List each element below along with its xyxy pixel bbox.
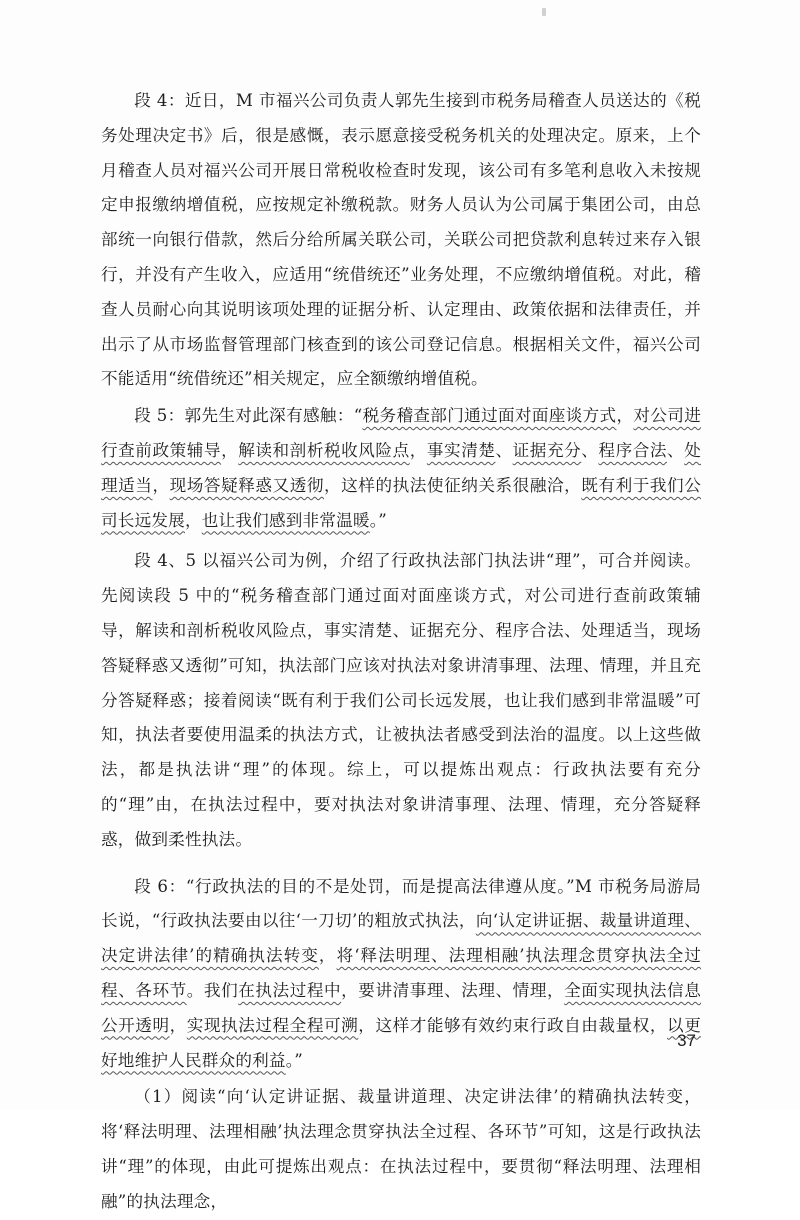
punctuation: ， [409, 440, 427, 460]
paragraph-segment-4: 段 4：近日，M 市福兴公司负责人郭先生接到市税务局稽查人员送达的《税务处理决定书》后，很是感慨，表示愿意接受税务机关的处理决定。原来，上个月稽查人员对福兴公司开展日常税收检查时发现，该公司有多笔利息收入未按规定申报缴纳增值税，应按规定补缴税款。财务人员认为公司属于集团公司，由总部统一向银行借款，然后分给所属关联公司，关联公司把贷款利息转过来存入银行，并没有产生收入，应适用“统借统还”业务处理，不应缴纳增值税。对此，稽查人员耐心向其说明该项处理的证据分析、认定理由、政策依据和法律责任，并出示了从市场监督管理部门核查到的该公司登记信息。根据相关文件，福兴公司不能适用“统借统还”相关规定，应全额缴纳增值税。 [101, 91, 701, 389]
underlined-phrase: 也让我们感到非常温暖 [201, 510, 370, 530]
underlined-phrase: 处理适当 [101, 440, 701, 495]
underlined-phrase: 以更好地维护人民群众的利益 [101, 1015, 701, 1070]
underlined-phrase: 税务稽查部门通过面对面座谈方式 [362, 406, 617, 426]
plain-text: ，这样的执法使征纳关系很融洽， [324, 475, 582, 495]
underlined-phrase: 事实清楚 [426, 440, 496, 460]
underlined-phrase: 将‘释法明理、法理相融’执法理念贯穿执法全过程、各环节 [101, 946, 702, 1000]
punctuation: ， [152, 475, 170, 495]
punctuation: ， [169, 1015, 187, 1035]
underlined-phrase: 现场答疑释惑又透彻 [169, 475, 324, 495]
punctuation: 。” [285, 1050, 303, 1070]
underlined-phrase: 全面实现执法信息公开透明 [101, 980, 701, 1035]
paragraph-analysis-4-5: 段 4、5 以福兴公司为例，介绍了行政执法部门执法讲“理”，可合并阅读。先阅读段 5 中的“税务稽查部门通过面对面座谈方式，对公司进行查前政策辅导，解读和剖析税收风险点，事实清楚、证据充分、程序合法、处理适当，现场答疑释惑又透彻”可知，执法部门应该对执法对象讲清事理、法理、情理，并且充分答疑释惑；接着阅读“既有利于我们公司长远发展，也让我们感到非常温暖”可知，执法者要使用温柔的执法方式，让被执法者感受到法治的温度。以上这些做法，都是执法讲“理”的体现。综上，可以提炼出观点：行政执法要有充分的“理”由，在执法过程中，要对执法对象讲清事理、法理、情理，充分答疑释惑，做到柔性执法。 [101, 551, 701, 849]
plain-text: ，这样才能够有效约束行政自由裁量权， [358, 1015, 668, 1035]
underlined-phrase: 解读和剖析税收风险点 [238, 440, 410, 460]
punctuation: 、 [667, 440, 685, 460]
underlined-phrase: 实现执法过程全程可溯 [186, 1015, 359, 1035]
segment-5-lead: 段 5：郭先生对此深有感触：“ [134, 406, 363, 426]
punctuation: ， [318, 946, 337, 966]
segment-6-lead: 段 6：“行政执法的目的不是处罚，而是提高法律遵从度。”M 市税务局游局长说，“行政执法要由以往‘一刀切’的粗放式执法， [101, 876, 701, 931]
paragraph-segment-6 [101, 870, 701, 1079]
page-number: 37 [677, 1031, 696, 1050]
punctuation: ， [221, 440, 239, 460]
scan-artifact [542, 8, 546, 16]
punctuation: ， [184, 510, 202, 530]
underlined-phrase: 向‘认定讲证据、裁量讲道理、决定讲法律’的精确执法转变 [101, 911, 701, 966]
plain-text: ，要讲清事理、法理、情理， [341, 980, 565, 1000]
paragraph-analysis-6: （1）阅读“向‘认定讲证据、裁量讲道理、决定讲法律’的精确执法转变，将‘释法明理、法理相融’执法理念贯穿执法全过程、各环节”可知，这是行政执法讲“理”的体现，由此可提炼出观点：在执法过程中，要贯彻“释法明理、法理相融”的执法理念， [101, 1087, 701, 1211]
underlined-phrase: 对公司进行查前政策辅导 [101, 406, 701, 460]
underlined-phrase: 在执法过程中 [238, 980, 342, 1000]
punctuation: 。” [369, 510, 387, 530]
underlined-phrase: 证据充分 [512, 440, 582, 460]
punctuation: ， [616, 406, 634, 426]
paragraph-segment-5 [101, 399, 701, 538]
page-content [101, 84, 701, 1220]
punctuation: 、 [581, 440, 599, 460]
underlined-phrase: 既有利于我们公司长远发展 [101, 475, 702, 530]
underlined-phrase: 程序合法 [598, 440, 668, 460]
punctuation: 、 [495, 440, 513, 460]
plain-text: 。我们 [186, 980, 239, 1000]
